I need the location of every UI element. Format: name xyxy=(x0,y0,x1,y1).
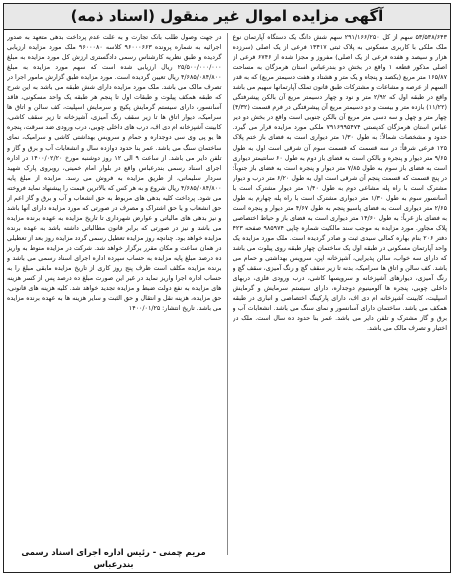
signature-line: مریم چمنی - رئیس اداره اجرای اسناد رسمی بندرعباس xyxy=(21,547,206,569)
left-column-text: در جهت وصول طلب بانک تجارت و به علت عدم پرداخت بدهی متعهد به صدور اجرائیه به شماره پرونده ۹۶۰۰۰۶۶۳ کلاسه ۹۶۰۰۰۸۰ ملک مورد مزایده ارزیابی گردیده و طبق نظریه کارشناس رسمی دادگستری ارزش کل مورد مزایده به مبلغ ۲۵/۵۰۰/۰۰۰/۰۰۰ ریال ارزیابی شده است که سهم مورد مزایده به مبلغ ۴/۶۸۵/۰۸۴/۸۰۰ ریال تعیین گردیده است. مورد مزایده طبق گزارش مامور اجرا در تصرف مالک می باشد. ملک مورد مزایده دارای شش طبقه می باشد به این شرح که طبقه همکف پیلوت و طبقات اول تا پنجم هر طبقه یک واحد مسکونی، فاقد آسانسور، دارای سیستم گرمایش پکیج و سرمایش اسپلیت، کف سالن و اتاق ها سرامیک، دیوار اتاق ها تا زیر سقف رنگ آمیزی، آشپزخانه تا زیر سقف کاشی، کابینت آشپزخانه ام دی اف، درب های داخلی چوبی، درب ورودی ضد سرقت، پنجره ها یو پی وی سی دوجداره و حمام و سرویس بهداشتی کاشی و سرامیک، نمای ساختمان سنگ می باشد. عمر بنا حدود دوازده سال و انشعابات آب و برق و گاز و تلفن دایر می باشد. از ساعت ۹ الی ۱۲ روز دوشنبه مورخ ۱۴۰۰/۰۲/۲۰ در اداره اجرای اسناد رسمی بندرعباس واقع در بلوار امام خمینی، روبروی پارک شهید سردار سلیمانی، از طریق مزایده به فروش می رسد. مزایده از مبلغ پایه ۴/۶۸۵/۰۸۴/۸۰۰ ریال شروع و به هر کس که بالاترین قیمت را پیشنهاد نماید فروخته می شود. پرداخت کلیه بدهی های مربوط به حق انشعاب و آب و برق و گاز اعم از حق انشعاب و یا حق اشتراک و مصرف در صورتی که مورد مزایده دارای آنها باشد و نیز بدهی های مالیاتی و عوارض شهرداری تا تاریخ مزایده به عهده برنده مزایده می باشد و نیز در صورتی که برابر قانون مطالباتی داشته باشد به عهده برنده مزایده خواهد بود. چنانچه روز مزایده تعطیل رسمی گردد مزایده روز بعد از تعطیلی در همان ساعت و مکان مقرر برگزار خواهد شد. شرکت در مزایده منوط به واریز ده درصد مبلغ پایه مزایده به حساب سپرده اداره اجرای اسناد رسمی می باشد و برنده مزایده مکلف است ظرف پنج روز کاری از تاریخ مزایده مابقی مبلغ را به حساب اداره اجرا واریز نماید در غیر این صورت مبلغ ده درصد پس از کسر هزینه های مزایده به نفع دولت ضبط و مزایده تجدید خواهد شد. کلیه هزینه های قانونی، حق مزایده، هزینه نقل و انتقال و حق الثبت و سایر هزینه ها به عهده برنده مزایده می باشد. تاریخ انتشار: ۱۴۰۰/۰۱/۲۵ xyxy=(7,34,222,313)
right-column-text: ۵۳/۵۳۸/۶۴۳ سهم از کل ۲۹۱/۱۶۶/۲۵۰ سهم شش دانگ یک دستگاه آپارتمان نوع ملک ملکی با کاربری مسکونی به پلاک ثبتی ۱۳۴۱۷ فرعی از یک اصلی (سرزده هزار و سیصد و هفده فرعی از یک اصلی) مفروز و مجزا شده از ۶۷۴۶ فرعی از اصلی مذکور قطعه ۱ واقع در بخش دو بندرعباس استان هرمزگان به مساحت ۱۶۵/۸۷ متر مربع (یکصد و پنجاه و یک متر و هشتاد و هفت دسیمتر مربع) که به قدر السهم از عرصه و مشاعات و مشترکات طبق قانون تملک آپارتمانها سهیم می باشد واقع در طبقه اول که ۲/۹۲ متر و نود و چهار دسیمتر مربع آن بالکن پیشرفتگی (۱۱/۲۲) بازده متر و بیست و دو دسیمتر مربع آن پیشرفتگی در فرم قسمت (۴/۳۲) چهار متر و چهل و سه دسی متر مربع آن بالکن جنوبی است واقع در بخش دو دیر عباس استان هرمزگان کدپستی ۷۹۱۶۹۹۵۴۷۴ ملکی مورد مزایده قرار می گیرد. حدود و مشخصات شمالاً: به طول ۱/۳۰ متر دیواری است به فضای باز ختم پلاک ۱۲۵ فرعی شرقاً: در سه قسمت که قسمت سوم آن شرقی است اول به طول ۹/۶۵ متر دیوار و پنجره و بالکن است به فضای باز دوم به طول ۶۰ سانتیمتر دیواری است به فضای باز سوم به طول ۷/۸۵ متر دیوار و پنجره است به فضای باز جنوباً: در پنج قسمت که قسمت پنجم آن شرقی است اول به طول ۶/۲۰ متر درب و دیوار مشترک است با راه پله مشاعی دوم به طول ۱/۴۰ متر دیوار مشترک است با آسانسور سوم به طول ۱/۳۰ متر دیواری مشترک است با راه پله چهارم به طول ۲/۶۵ متر دیواری است به فضای پاسیو پنجم به طول ۴/۶۷ متر دیوار و پنجره است به فضای باز غرباً: به طول ۱۴/۶۰ متر دیواری است به فضای باز و حیاط اختصاصی پلاک مجاور. مورد مزایده به موجب سند مالکیت شماره چاپی ۹۸۵۹۷۴ صفحه ۴۲۳ دفتر ۲۰۶ بنام بهاره کمالی سیدی ثبت و صادر گردیده است. ملک مورد مزایده یک واحد آپارتمان مسکونی در طبقه اول یک ساختمان چهار طبقه روی پیلوت می باشد که دارای سه خواب، سالن پذیرایی، آشپزخانه اپن، سرویس بهداشتی و حمام می باشد. کف سالن و اتاق ها سرامیک، بدنه تا زیر سقف گچ و رنگ آمیزی، سقف گچ و رنگ آمیزی، دیوارهای آشپزخانه و سرویسها کاشی، درب ورودی فلزی، دربهای داخلی چوبی، پنجره ها آلومینیوم دوجداره، دارای سیستم سرمایش و گرمایش اسپلیت، کابینت آشپزخانه ام دی اف، دارای پارکینگ اختصاصی و انباری در طبقه همکف می باشد. ساختمان دارای آسانسور و نمای سنگ می باشد. انشعابات آب و برق و گاز مشترک و تلفن دایر می باشد. عمر بنا حدود ده سال است. ملک در اختیار و تصرف مالک می باشد. xyxy=(232,34,447,333)
column-divider xyxy=(227,33,228,555)
notice-title: آگهی مزایده اموال غیر منقول (اسناد ذمه) xyxy=(4,4,450,30)
notice-body xyxy=(4,33,450,555)
